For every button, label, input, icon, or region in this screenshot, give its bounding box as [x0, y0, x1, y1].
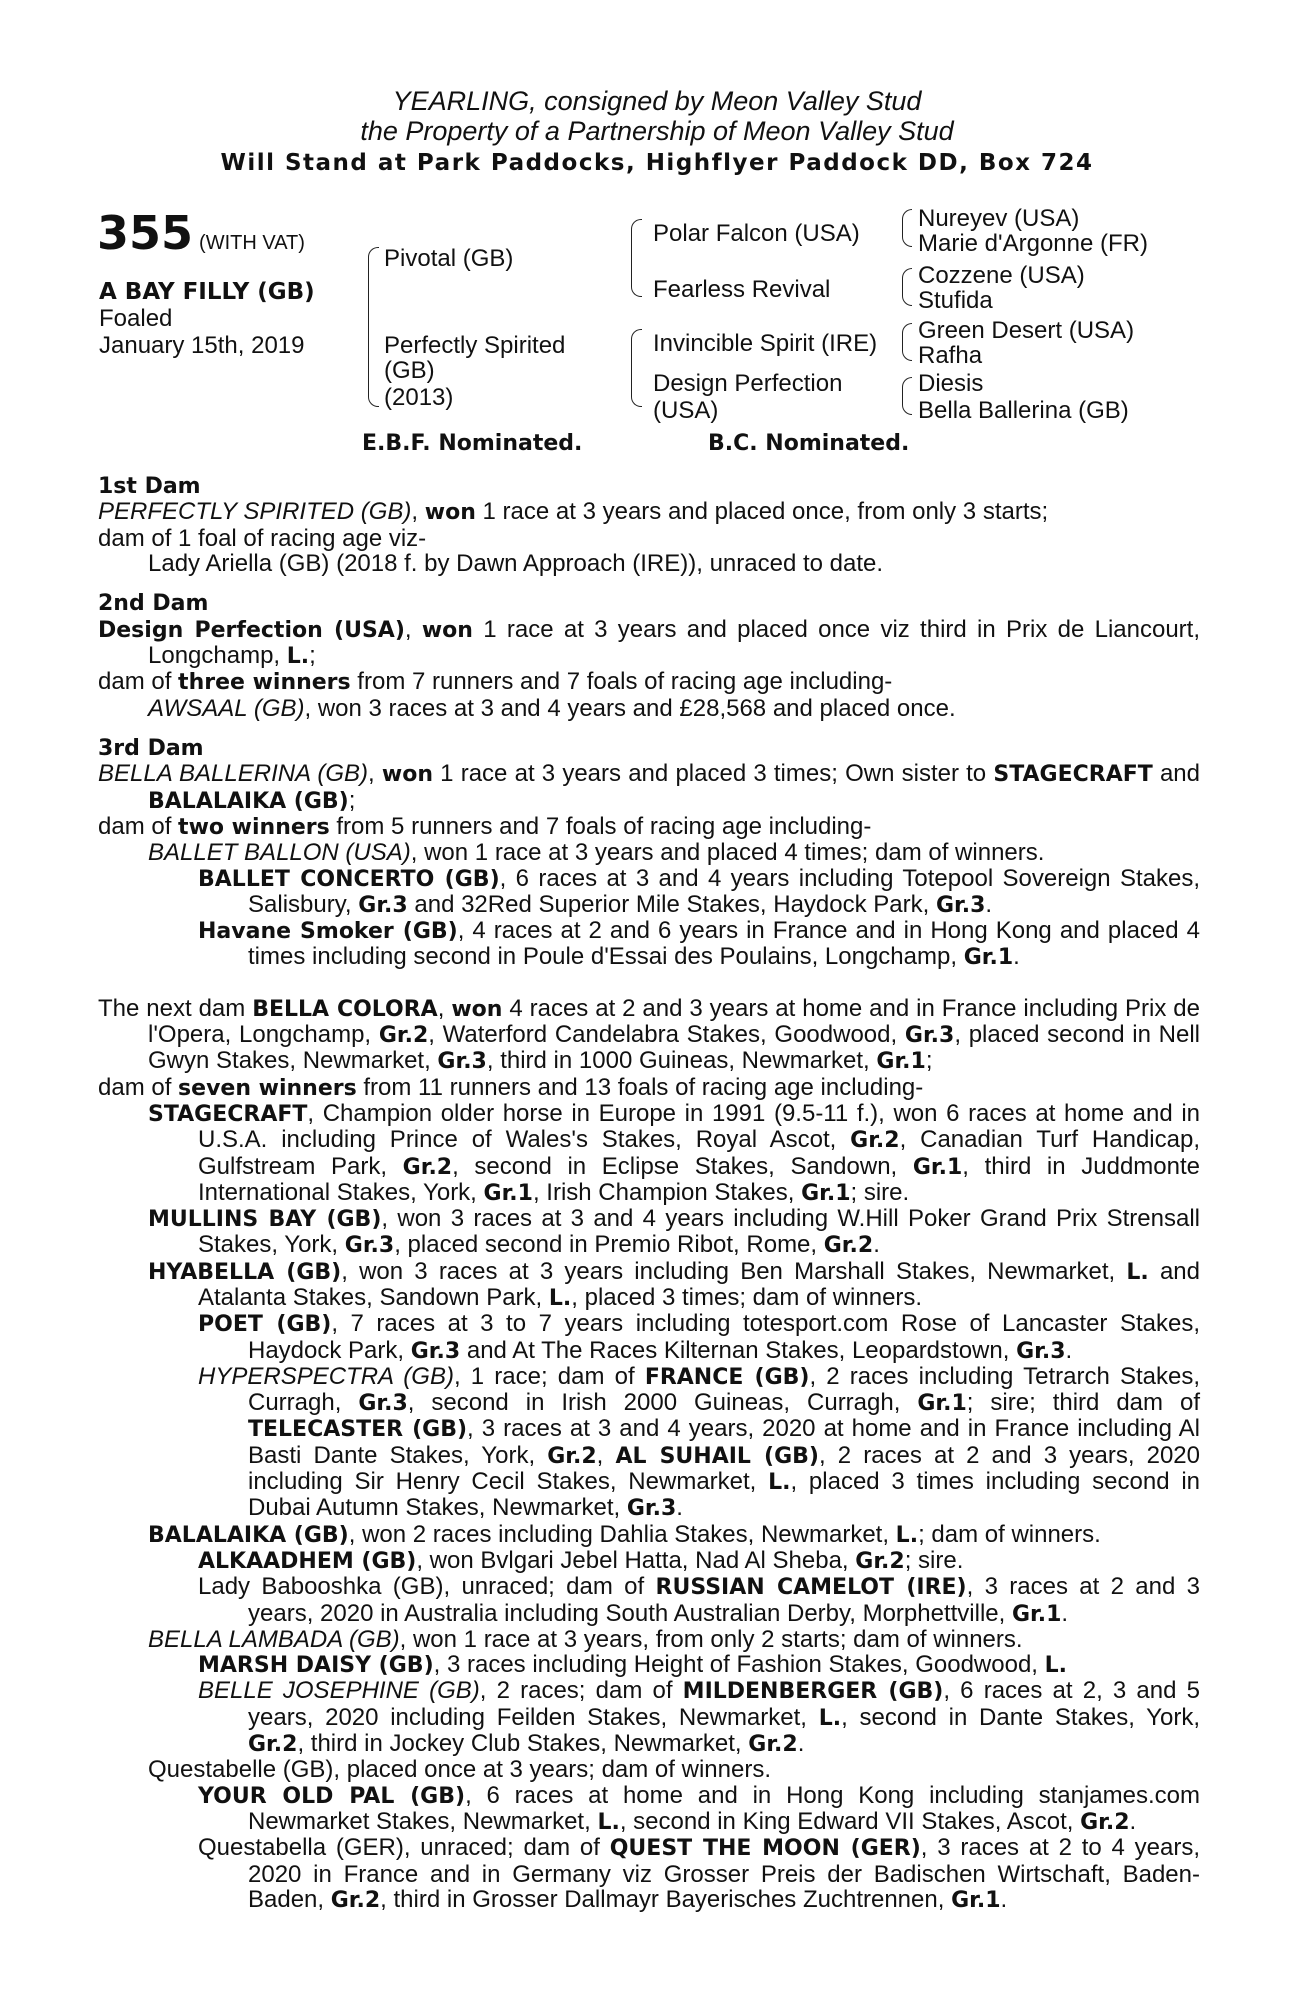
pedigree-sdd: Stufida [918, 287, 993, 314]
ebf-nominated: E.B.F. Nominated. [362, 431, 583, 456]
pedigree-dss: Green Desert (USA) [918, 317, 1135, 344]
pedigree-sire: Pivotal (GB) [384, 245, 514, 272]
lot-number [97, 206, 305, 260]
pedigree-dam-dam-line1: Design Perfection [653, 370, 843, 397]
questabella-entry: Questabella (GER), unraced; dam of QUEST THE MOON (GER), 3 races at 2 to 4 years, 2020 in France and in Germany viz Grosser Preis der Badischen Wirtschaft, Baden-Baden, Gr.2, third in Grosser Dallmayr Bayerisches Zuchtrennen, Gr.1. [198, 1834, 1201, 1913]
marsh-daisy-entry: MARSH DAISY (GB), 3 races including Height of Fashion Stakes, Goodwood, L. [198, 1651, 1068, 1679]
lady-babooshka-entry: Lady Babooshka (GB), unraced; dam of RUSSIAN CAMELOT (IRE), 3 races at 2 and 3 years, 2020 in Australia including South Australian Derby, Morphettville, Gr.1. [198, 1573, 1201, 1627]
ballet-ballon-entry: BALLET BALLON (USA), won 1 race at 3 years and placed 4 times; dam of winners. [148, 839, 1045, 867]
third-dam-foals: dam of two winners from 5 runners and 7 foals of racing age including- [98, 812, 872, 840]
pedigree-ddd: Bella Ballerina (GB) [918, 397, 1129, 424]
pedigree-sire-dam: Fearless Revival [653, 276, 831, 303]
pedigree-dam-dam-line2: (USA) [653, 397, 719, 424]
pedigree-brace-sire-parents [631, 219, 642, 297]
foaled-date: January 15th, 2019 [99, 332, 305, 359]
questabelle-entry: Questabelle (GB), placed once at 3 years; dam of winners. [148, 1756, 771, 1784]
ballet-concerto-entry: BALLET CONCERTO (GB), 6 races at 3 and 4 years including Totepool Sovereign Stakes, Salisbury, Gr.3 and 32Red Superior Mile Stakes, Haydock Park, Gr.3. [198, 864, 1200, 918]
pedigree-sss: Nureyev (USA) [918, 205, 1080, 232]
your-old-pal-entry: YOUR OLD PAL (GB), 6 races at home and in Hong Kong including stanjames.com Newmarket Stakes, Newmarket, L., second in King Edward VII Stakes, Ascot, Gr.2. [198, 1781, 1200, 1835]
poet-entry: POET (GB), 7 races at 3 to 7 years including totesport.com Rose of Lancaster Stakes, Haydock Park, Gr.3 and At The Races Kilternan Stakes, Leopardstown, Gr.3. [198, 1310, 1200, 1364]
vat-label: (WITH VAT) [199, 232, 305, 254]
bella-lambada-entry: BELLA LAMBADA (GB), won 1 race at 3 years, from only 2 starts; dam of winners. [148, 1625, 1023, 1653]
lot-name: A BAY FILLY (GB) [99, 279, 315, 305]
next-dam-record: The next dam BELLA COLORA, won 4 races at 2 and 3 years at home and in France including Prix de l'Opera, Longchamp, Gr.2, Waterford Candelabra Stakes, Goodwood, Gr.3, placed second in Nell Gwyn Stakes, Newmarket, Gr.3, third in 1000 Guineas, Newmarket, Gr.1; [98, 994, 1201, 1075]
pedigree-brace-gp3 [902, 323, 912, 361]
second-dam-foals: dam of three winners from 7 runners and 7 foals of racing age including- [98, 668, 893, 696]
pedigree-dam-line1: Perfectly Spirited [384, 332, 566, 359]
belle-josephine-entry: BELLE JOSEPHINE (GB), 2 races; dam of MILDENBERGER (GB), 6 races at 2, 3 and 5 years, 2020 including Feilden Stakes, Newmarket, L., second in Dante Stakes, York, Gr.2, third in Jockey Club Stakes, Newmarket, Gr.2. [198, 1677, 1200, 1758]
pedigree-brace-gp2 [902, 268, 912, 306]
bc-nominated: B.C. Nominated. [708, 431, 910, 456]
alkaadhem-entry: ALKAADHEM (GB), won Bvlgari Jebel Hatta, Nad Al Sheba, Gr.2; sire. [198, 1546, 964, 1574]
pedigree-brace-dam-parents [631, 329, 642, 407]
second-dam-produce: AWSAAL (GB), won 3 races at 3 and 4 years and £28,568 and placed once. [148, 694, 956, 722]
pedigree-notes [98, 474, 1200, 1913]
lot-number-value: 355 [97, 206, 194, 260]
header-consignor-line: YEARLING, consigned by Meon Valley Stud [392, 86, 922, 116]
third-dam-heading: 3rd Dam [98, 736, 204, 762]
pedigree-brace-first-gen [368, 247, 379, 407]
balalaika-entry: BALALAIKA (GB), won 2 races including Dahlia Stakes, Newmarket, L.; dam of winners. [148, 1520, 1101, 1548]
stagecraft-entry: STAGECRAFT, Champion older horse in Europe in 1991 (9.5-11 f.), won 6 races at home and in U.S.A. including Prince of Wales's Stakes, Royal Ascot, Gr.2, Canadian Turf Handicap, Gulfstream Park, Gr.2, second in Eclipse Stakes, Sandown, Gr.1, third in Juddmonte International Stakes, York, Gr.1, Irish Champion Stakes, Gr.1; sire. [148, 1099, 1201, 1206]
third-dam-record: BELLA BALLERINA (GB), won 1 race at 3 years and placed 3 times; Own sister to STAGECRAFT and BALALAIKA (GB); [98, 760, 1200, 814]
pedigree-dsd: Rafha [918, 342, 983, 369]
first-dam-produce: Lady Ariella (GB) (2018 f. by Dawn Approach (IRE)), unraced to date. [148, 549, 884, 577]
pedigree-dds: Diesis [918, 370, 984, 397]
first-dam-record: PERFECTLY SPIRITED (GB), won 1 race at 3 years and placed once, from only 3 starts; [98, 498, 1049, 526]
pedigree-brace-gp4 [902, 377, 912, 415]
mullins-bay-entry: MULLINS BAY (GB), won 3 races at 3 and 4 years including W.Hill Poker Grand Prix Strensall Stakes, York, Gr.3, placed second in Premio Ribot, Rome, Gr.2. [148, 1205, 1200, 1259]
foaled-label: Foaled [99, 305, 173, 332]
pedigree-sds: Cozzene (USA) [918, 262, 1085, 289]
first-dam-foals: dam of 1 foal of racing age viz- [98, 524, 427, 552]
second-dam-record: Design Perfection (USA), won 1 race at 3 years and placed once viz third in Prix de Liancourt, Longchamp, L.; [98, 615, 1200, 669]
hyabella-entry: HYABELLA (GB), won 3 races at 3 years including Ben Marshall Stakes, Newmarket, L. and Atalanta Stakes, Sandown Park, L., placed 3 times; dam of winners. [148, 1257, 1200, 1311]
hyperspectra-entry: HYPERSPECTRA (GB), 1 race; dam of FRANCE (GB), 2 races including Tetrarch Stakes, Curragh, Gr.3, second in Irish 2000 Guineas, Curragh, Gr.1; sire; third dam of TELECASTER (GB), 3 races at 3 and 4 years, 2020 at home and in France including Al Basti Dante Stakes, York, Gr.2, AL SUHAIL (GB), 2 races at 2 and 3 years, 2020 including Sir Henry Cecil Stakes, Newmarket, L., placed 3 times including second in Dubai Autumn Stakes, Newmarket, Gr.3. [198, 1362, 1201, 1522]
pedigree-brace-gp1 [902, 209, 912, 247]
pedigree-sire-sire: Polar Falcon (USA) [653, 220, 860, 247]
pedigree-dam-sire: Invincible Spirit (IRE) [653, 330, 878, 357]
pedigree-dam-line2: (GB) [384, 357, 435, 384]
havane-smoker-entry: Havane Smoker (GB), 4 races at 2 and 6 years in France and in Hong Kong and placed 4 times including second in Poule d'Essai des Poulains, Longchamp, Gr.1. [198, 917, 1200, 971]
header-location-line: Will Stand at Park Paddocks, Highflyer Paddock DD, Box 724 [220, 150, 1094, 176]
second-dam-heading: 2nd Dam [98, 591, 209, 617]
pedigree-ssd: Marie d'Argonne (FR) [918, 230, 1148, 257]
next-dam-foals: dam of seven winners from 11 runners and 13 foals of racing age including- [98, 1073, 924, 1101]
header-property-line: the Property of a Partnership of Meon Valley Stud [360, 116, 954, 146]
pedigree-dam-line3: (2013) [384, 384, 454, 411]
first-dam-heading: 1st Dam [98, 474, 201, 499]
